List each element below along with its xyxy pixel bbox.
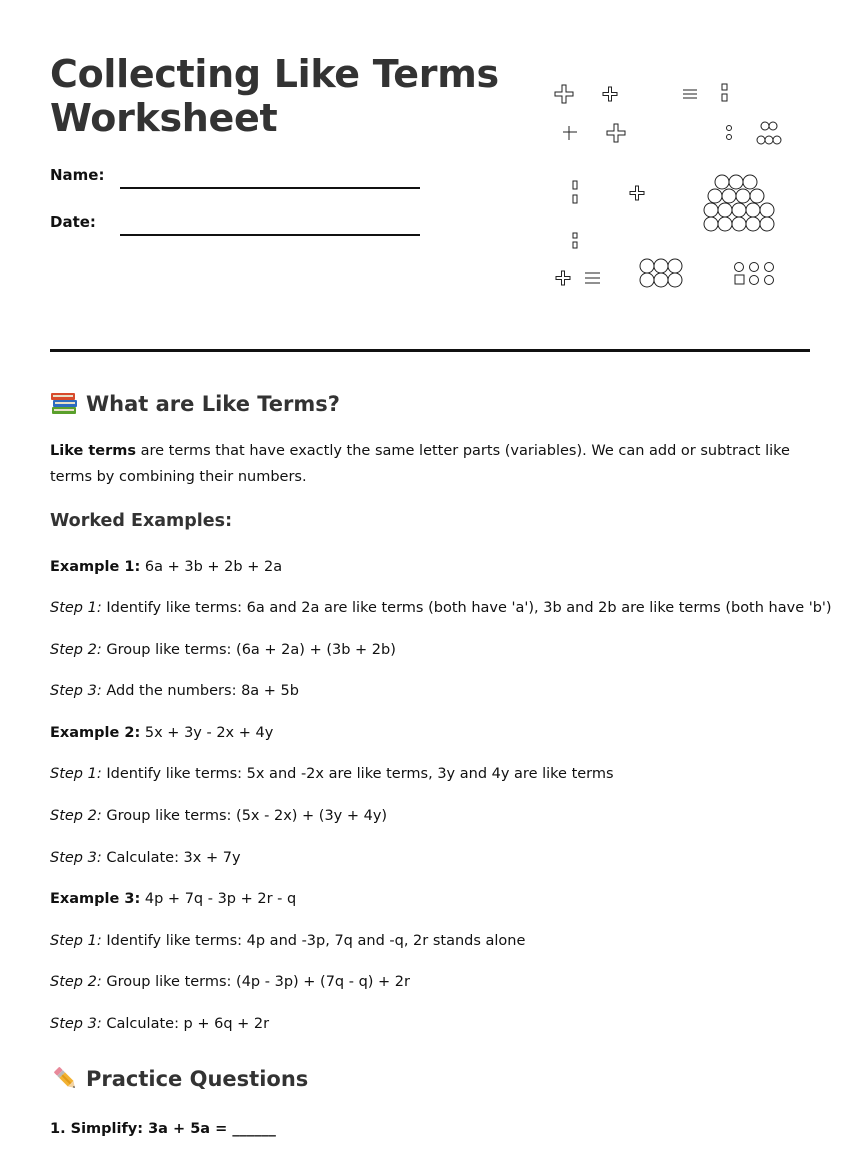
- step-text: Calculate: 3x + 7y: [101, 850, 241, 866]
- step-line: [50, 808, 387, 824]
- step-text: Identify like terms: 6a and 2a are like terms (both have 'a'), 3b and 2b are like terms (both have 'b'): [101, 600, 832, 616]
- step-line: [50, 974, 410, 990]
- example-expression: 4p + 7q - 3p + 2r - q: [140, 891, 297, 907]
- section-heading-text: What are Like Terms?: [86, 392, 340, 416]
- equals-icon: [585, 273, 600, 283]
- intro-paragraph: [50, 438, 810, 490]
- name-field[interactable]: [120, 187, 420, 189]
- rectangle-icon: [573, 233, 577, 248]
- section-heading-text: Practice Questions: [86, 1067, 309, 1091]
- books-icon: [50, 390, 80, 416]
- plus-icon: [607, 124, 625, 142]
- step-label: Step 2:: [50, 808, 102, 824]
- step-line: [50, 642, 396, 658]
- step-label: Step 1:: [50, 933, 102, 949]
- equals-icon: [683, 90, 697, 98]
- step-line: [50, 766, 614, 782]
- question-text: 1. Simplify: 3a + 5a = ______: [50, 1121, 276, 1137]
- step-line: [50, 683, 299, 699]
- step-text: Add the numbers: 8a + 5b: [101, 683, 299, 699]
- step-label: Step 2:: [50, 974, 102, 990]
- title-line-2: Worksheet: [50, 96, 278, 140]
- date-field[interactable]: [120, 234, 420, 236]
- step-label: Step 1:: [50, 766, 102, 782]
- name-label: Name:: [50, 166, 105, 184]
- title-line-1: Collecting Like Terms: [50, 52, 499, 96]
- step-text: Group like terms: (4p - 3p) + (7q - q) + 2r: [101, 974, 410, 990]
- plus-icon: [603, 87, 617, 101]
- step-label: Step 3:: [50, 683, 102, 699]
- circles-icon: [640, 259, 774, 287]
- example-expression: 6a + 3b + 2b + 2a: [140, 559, 283, 575]
- example-line: [50, 725, 273, 741]
- step-line: [50, 850, 241, 866]
- date-label: Date:: [50, 213, 96, 231]
- example-label: Example 1:: [50, 559, 141, 575]
- example-line: [50, 891, 296, 907]
- step-text: Identify like terms: 5x and -2x are like terms, 3y and 4y are like terms: [101, 766, 614, 782]
- section-heading-practice: [50, 1065, 308, 1091]
- step-line: [50, 600, 832, 616]
- section-heading-like-terms: [50, 390, 340, 416]
- example-line: [50, 559, 282, 575]
- step-label: Step 2:: [50, 642, 102, 658]
- rectangle-icon: [573, 181, 577, 203]
- step-line: [50, 933, 525, 949]
- step-text: Calculate: p + 6q + 2r: [101, 1016, 270, 1032]
- example-label: Example 2:: [50, 725, 141, 741]
- step-label: Step 3:: [50, 850, 102, 866]
- math-decoration: [540, 70, 810, 310]
- plus-icon: [555, 85, 573, 103]
- plus-icon: [563, 126, 577, 140]
- intro-text: are terms that have exactly the same letter parts (variables). We can add or subtract like terms by combining their numbers.: [50, 443, 790, 485]
- step-label: Step 1:: [50, 600, 102, 616]
- page-title: [50, 52, 499, 140]
- step-text: Group like terms: (5x - 2x) + (3y + 4y): [101, 808, 388, 824]
- circles-icon: [727, 122, 782, 144]
- rectangle-icon: [722, 84, 727, 101]
- worked-examples-heading: Worked Examples:: [50, 511, 233, 531]
- plus-icon: [556, 271, 570, 285]
- step-line: [50, 1016, 269, 1032]
- step-text: Group like terms: (6a + 2a) + (3b + 2b): [101, 642, 396, 658]
- intro-bold-term: Like terms: [50, 443, 137, 459]
- step-text: Identify like terms: 4p and -3p, 7q and -q, 2r stands alone: [101, 933, 526, 949]
- plus-icon: [630, 186, 644, 200]
- circles-icon: [704, 175, 774, 231]
- step-label: Step 3:: [50, 1016, 102, 1032]
- practice-question: [50, 1121, 276, 1137]
- header-divider: [50, 349, 810, 352]
- pencil-icon: [50, 1065, 80, 1091]
- example-label: Example 3:: [50, 891, 141, 907]
- example-expression: 5x + 3y - 2x + 4y: [140, 725, 274, 741]
